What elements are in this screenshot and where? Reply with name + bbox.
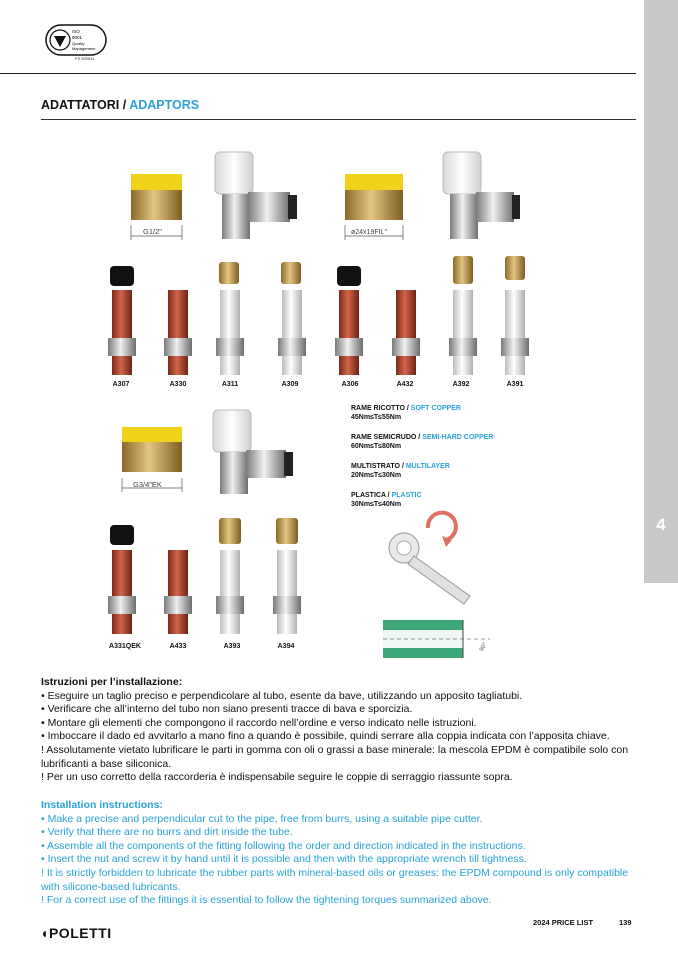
instructions-it — [41, 676, 641, 785]
code-a393: A393 — [223, 643, 241, 650]
section-title-en: ADAPTORS — [129, 98, 200, 112]
instructions-en — [41, 799, 641, 908]
instruction-en-line: • Insert the nut and screw it by hand until it is possible and then with the appropriate wrench till tightness. — [41, 853, 527, 866]
wrench-illustration — [389, 513, 470, 604]
instruction-en-line: ! It is strictly forbidden to lubricate the rubber parts with mineral-based oils or greases: the EPDM compound is only compatible with silicone-based lubricants. — [41, 866, 629, 893]
code-a391: A391 — [506, 381, 524, 388]
svg-text:Management: Management — [72, 46, 96, 51]
dim-24x19: ø24x19FIL" — [351, 229, 387, 236]
instruction-it-line: ! Assolutamente vietato lubrificare le parti in gomma con oli o grassi a base minerale: la mescola EPDM è compatibile solo con lubrificanti a base siliconica. — [41, 743, 629, 770]
angle-90: 90° — [479, 641, 489, 653]
instruction-it-line: ! Per un uso corretto della raccorderia è indispensabile seguire le coppie di serraggio riassunte sopra. — [41, 771, 513, 784]
instruction-en-line: • Verify that there are no burrs and dirt inside the tube. — [41, 826, 293, 839]
instruction-en-line: ! For a correct use of the fittings it is essential to follow the tightening torques summarized above. — [41, 894, 492, 907]
valve-1 — [215, 152, 297, 239]
dim-g12: G1/2" — [143, 227, 162, 236]
svg-text:Quality: Quality — [72, 41, 85, 46]
code-a331qek: A331QEK — [109, 643, 141, 650]
fittings-row-1 — [108, 256, 529, 375]
code-a392: A392 — [452, 381, 470, 388]
instruction-en-line: • Make a precise and perpendicular cut to the pipe, free from burrs, using a suitable pipe cutter. — [41, 812, 483, 825]
brand-name: POLETTI — [48, 925, 112, 941]
instruction-it-line: • Verificare che all’interno del tubo non siano presenti tracce di bava e sporcizia. — [41, 703, 413, 716]
svg-text:9001: 9001 — [72, 35, 83, 40]
code-a307: A307 — [112, 381, 130, 388]
brand-logo — [40, 925, 112, 941]
code-a306: A306 — [341, 381, 359, 388]
section-title-it: ADATTATORI / — [41, 98, 127, 112]
page-number: 139 — [619, 918, 632, 927]
valve-3 — [213, 410, 293, 494]
svg-text:ISO: ISO — [72, 29, 80, 34]
legend-multilayer: MULTISTRATO / MULTILAYER 20Nm≤T≤30Nm — [351, 463, 450, 479]
legend-semi-hard-copper: RAME SEMICRUDO / SEMI-HARD COPPER 60Nm≤T≤80Nm — [351, 434, 494, 450]
chapter-number: 4 — [656, 515, 666, 534]
instructions-it-heading: Istruzioni per l’installazione: — [41, 676, 183, 688]
price-list-label: 2024 PRICE LIST — [533, 918, 594, 927]
code-a394: A394 — [277, 643, 295, 650]
adaptor-g34ek — [122, 427, 182, 492]
instruction-it-line: • Eseguire un taglio preciso e perpendicolare al tubo, esente da bave, utilizzando un apposito tagliatubi. — [41, 689, 523, 702]
adaptor-g12 — [131, 174, 182, 240]
pipe-cut-diagram — [383, 620, 490, 658]
instruction-it-line: • Imboccare il dado ed avvitarlo a mano fino a quando è possibile, quindi serrare alla coppia indicata con l’apposita chiave. — [41, 730, 610, 743]
adaptor-24x19 — [345, 174, 403, 240]
code-a432: A432 — [396, 381, 414, 388]
code-a330: A330 — [169, 381, 187, 388]
code-a309: A309 — [281, 381, 299, 388]
valve-2 — [443, 152, 520, 239]
fittings-row-2 — [108, 518, 301, 634]
cert-code: FS 559631 — [75, 56, 95, 61]
legend-plastic: PLASTICA / PLASTIC 30Nm≤T≤40Nm — [351, 492, 422, 508]
brand-mark-icon: ◖ — [40, 925, 49, 941]
instructions-en-heading: Installation instructions: — [41, 799, 163, 811]
instruction-en-line: • Assemble all the components of the fitting following the order and direction indicated in the instructions. — [41, 839, 526, 852]
code-a433: A433 — [169, 643, 187, 650]
code-a311: A311 — [221, 381, 239, 388]
instruction-it-line: • Montare gli elementi che compongono il raccordo nell’ordine e verso indicato nelle istruzioni. — [41, 716, 477, 729]
legend-soft-copper: RAME RICOTTO / SOFT COPPER 45Nm≤T≤55Nm — [351, 405, 461, 421]
dim-g34ek: G3/4"EK — [133, 480, 162, 489]
